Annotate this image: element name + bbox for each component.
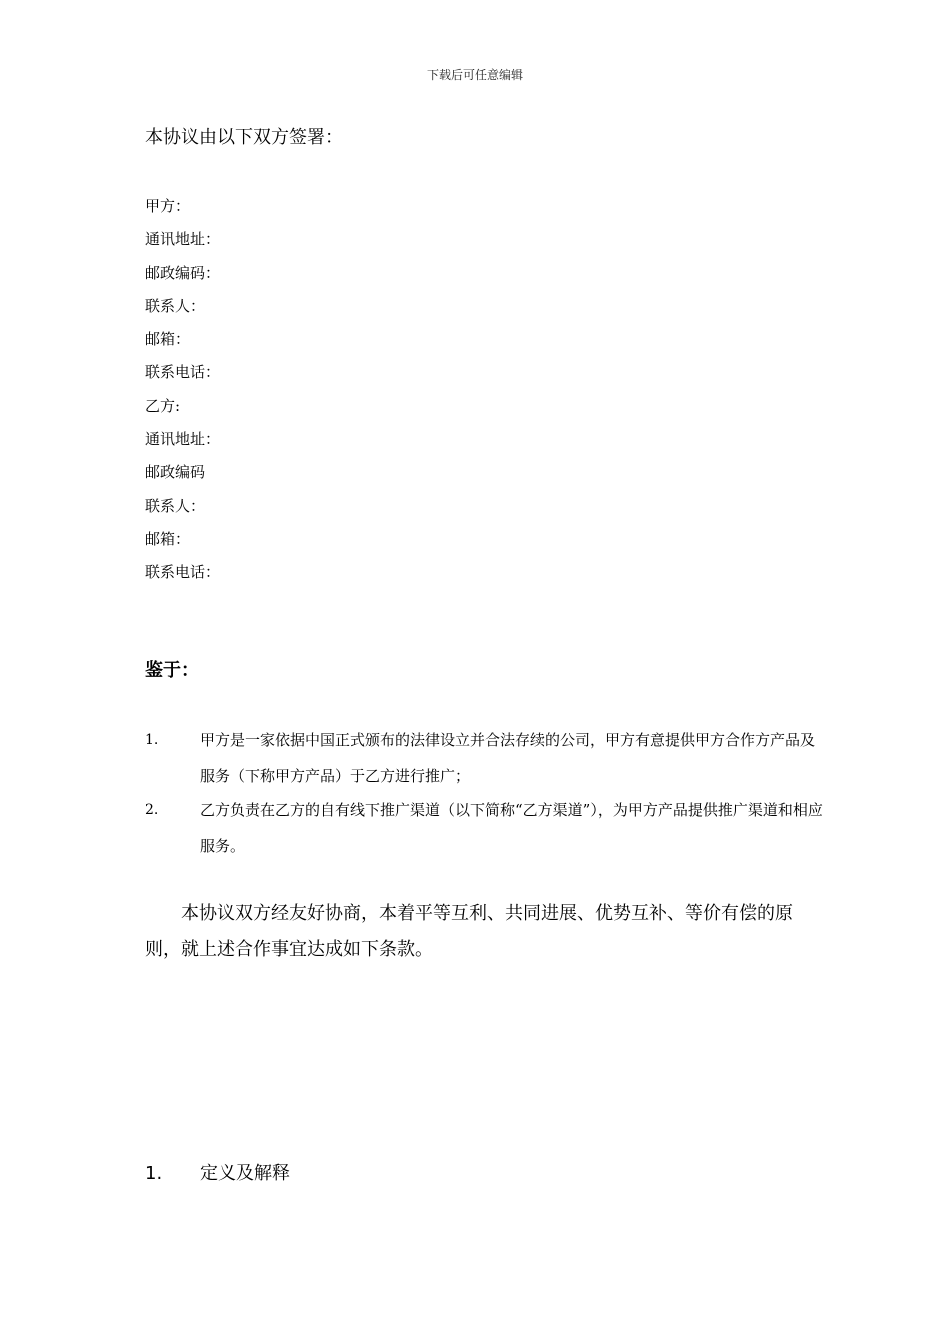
party-a-postcode-label: 邮政编码： [145, 263, 221, 282]
party-b-email-label: 邮箱： [145, 529, 191, 548]
section-title: 定义及解释 [200, 1163, 290, 1184]
party-b-postcode-label: 邮政编码 [145, 463, 206, 482]
recital-item [145, 792, 825, 864]
party-a-email-label: 邮箱： [145, 330, 191, 349]
whereas-heading: 鉴于： [145, 660, 199, 681]
recital-number: 2. [145, 802, 159, 818]
party-a-phone-label: 联系电话： [145, 363, 221, 382]
party-b-address-label: 通讯地址： [145, 430, 221, 449]
recital-text: 乙方负责在乙方的自有线下推广渠道（以下简称“乙方渠道”），为甲方产品提供推广渠道和相应服务。 [200, 801, 823, 855]
party-a-address-label: 通讯地址： [145, 230, 221, 249]
agreement-intro: 本协议由以下双方签署： [145, 127, 343, 148]
recital-number: 1. [145, 732, 159, 748]
recital-text: 甲方是一家依据中国正式颁布的法律设立并合法存续的公司，甲方有意提供甲方合作方产品及服务（下称甲方产品）于乙方进行推广； [200, 731, 816, 785]
party-a-label: 甲方： [145, 197, 191, 215]
section-heading [145, 1160, 290, 1188]
party-info-list [145, 194, 220, 594]
header-note: 下载后可任意编辑 [426, 68, 523, 82]
closing-paragraph: 本协议双方经友好协商，本着平等互利、共同进展、优势互补、等价有偿的原则，就上述合作事宜达成如下条款。 [145, 903, 793, 960]
recital-item [145, 722, 825, 794]
party-a-contact-label: 联系人： [145, 296, 206, 315]
party-b-phone-label: 联系电话： [145, 563, 221, 582]
party-b-label: 乙方: [145, 396, 181, 415]
section-number: 1. [145, 1163, 163, 1184]
party-b-contact-label: 联系人： [145, 496, 206, 515]
